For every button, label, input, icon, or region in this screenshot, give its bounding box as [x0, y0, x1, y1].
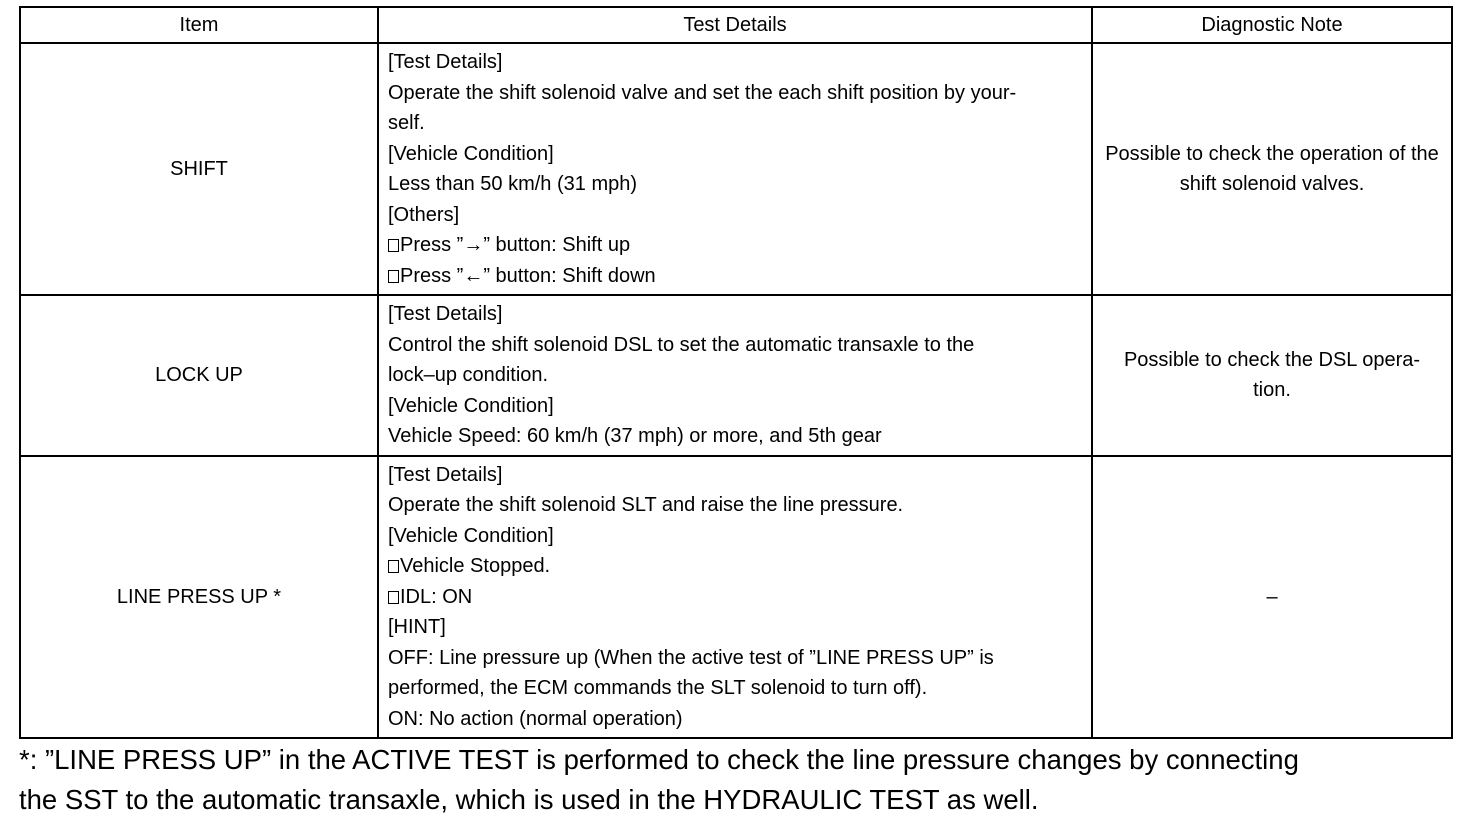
item-cell: LINE PRESS UP *	[20, 456, 378, 739]
detail-bullet-text: Press ”→” button: Shift up	[400, 234, 631, 256]
detail-bullet-line	[388, 230, 1083, 261]
detail-line: self.	[388, 112, 425, 134]
checkbox-bullet-icon	[388, 239, 399, 252]
detail-bullet-line	[388, 582, 1083, 613]
active-test-table-container	[19, 6, 1451, 739]
checkbox-bullet-icon	[388, 270, 399, 283]
detail-line: [Test Details]	[388, 463, 503, 486]
detail-line: [Test Details]	[388, 51, 503, 73]
footnote-line: *: ”LINE PRESS UP” in the ACTIVE TEST is performed to check the line pressure changes by connecting	[19, 744, 1299, 775]
table-row	[20, 295, 1452, 456]
table-header-row	[20, 7, 1452, 43]
detail-bullet-line	[388, 261, 1083, 292]
diagnostic-note-cell: Possible to check the operation of the shift solenoid valves.	[1092, 43, 1452, 295]
table-row	[20, 43, 1452, 295]
detail-bullet-text: Press ”←” button: Shift down	[400, 264, 656, 287]
detail-bullet-line	[388, 551, 1083, 582]
active-test-table	[19, 6, 1453, 739]
detail-line: [Vehicle Condition]	[388, 142, 554, 165]
test-details-cell	[378, 456, 1092, 739]
detail-line: Control the shift solenoid DSL to set the automatic transaxle to the	[388, 333, 975, 356]
checkbox-bullet-icon	[388, 560, 399, 573]
test-details-cell	[378, 43, 1092, 295]
detail-line: lock–up condition.	[388, 364, 549, 386]
detail-line: ON: No action (normal operation)	[388, 707, 683, 730]
test-details-cell	[378, 295, 1092, 456]
detail-line: [Vehicle Condition]	[388, 524, 554, 547]
detail-line: [Others]	[388, 203, 460, 226]
detail-line: OFF: Line pressure up (When the active test of ”LINE PRESS UP” is	[388, 646, 994, 669]
detail-bullet-text: IDL: ON	[400, 585, 473, 608]
diagnostic-note-cell: Possible to check the DSL opera- tion.	[1092, 295, 1452, 456]
footnote	[19, 740, 1459, 820]
detail-bullet-text: Vehicle Stopped.	[400, 555, 551, 577]
header-diagnostic-note: Diagnostic Note	[1092, 7, 1452, 43]
footnote-line: the SST to the automatic transaxle, which is used in the HYDRAULIC TEST as well.	[19, 784, 1039, 815]
detail-line: Operate the shift solenoid valve and set the each shift position by your-	[388, 81, 1017, 104]
checkbox-bullet-icon	[388, 591, 399, 604]
detail-line: Vehicle Speed: 60 km/h (37 mph) or more, and 5th gear	[388, 425, 882, 447]
detail-line: [Test Details]	[388, 303, 503, 325]
detail-line: Operate the shift solenoid SLT and raise the line pressure.	[388, 494, 904, 516]
detail-line: Less than 50 km/h (31 mph)	[388, 173, 638, 195]
item-cell: LOCK UP	[20, 295, 378, 456]
detail-line: performed, the ECM commands the SLT solenoid to turn off).	[388, 677, 928, 699]
item-cell: SHIFT	[20, 43, 378, 295]
header-test-details: Test Details	[378, 7, 1092, 43]
header-item: Item	[20, 7, 378, 43]
table-row	[20, 456, 1452, 739]
detail-line: [Vehicle Condition]	[388, 394, 554, 417]
detail-line: [HINT]	[388, 616, 446, 638]
diagnostic-note-cell: –	[1092, 456, 1452, 739]
